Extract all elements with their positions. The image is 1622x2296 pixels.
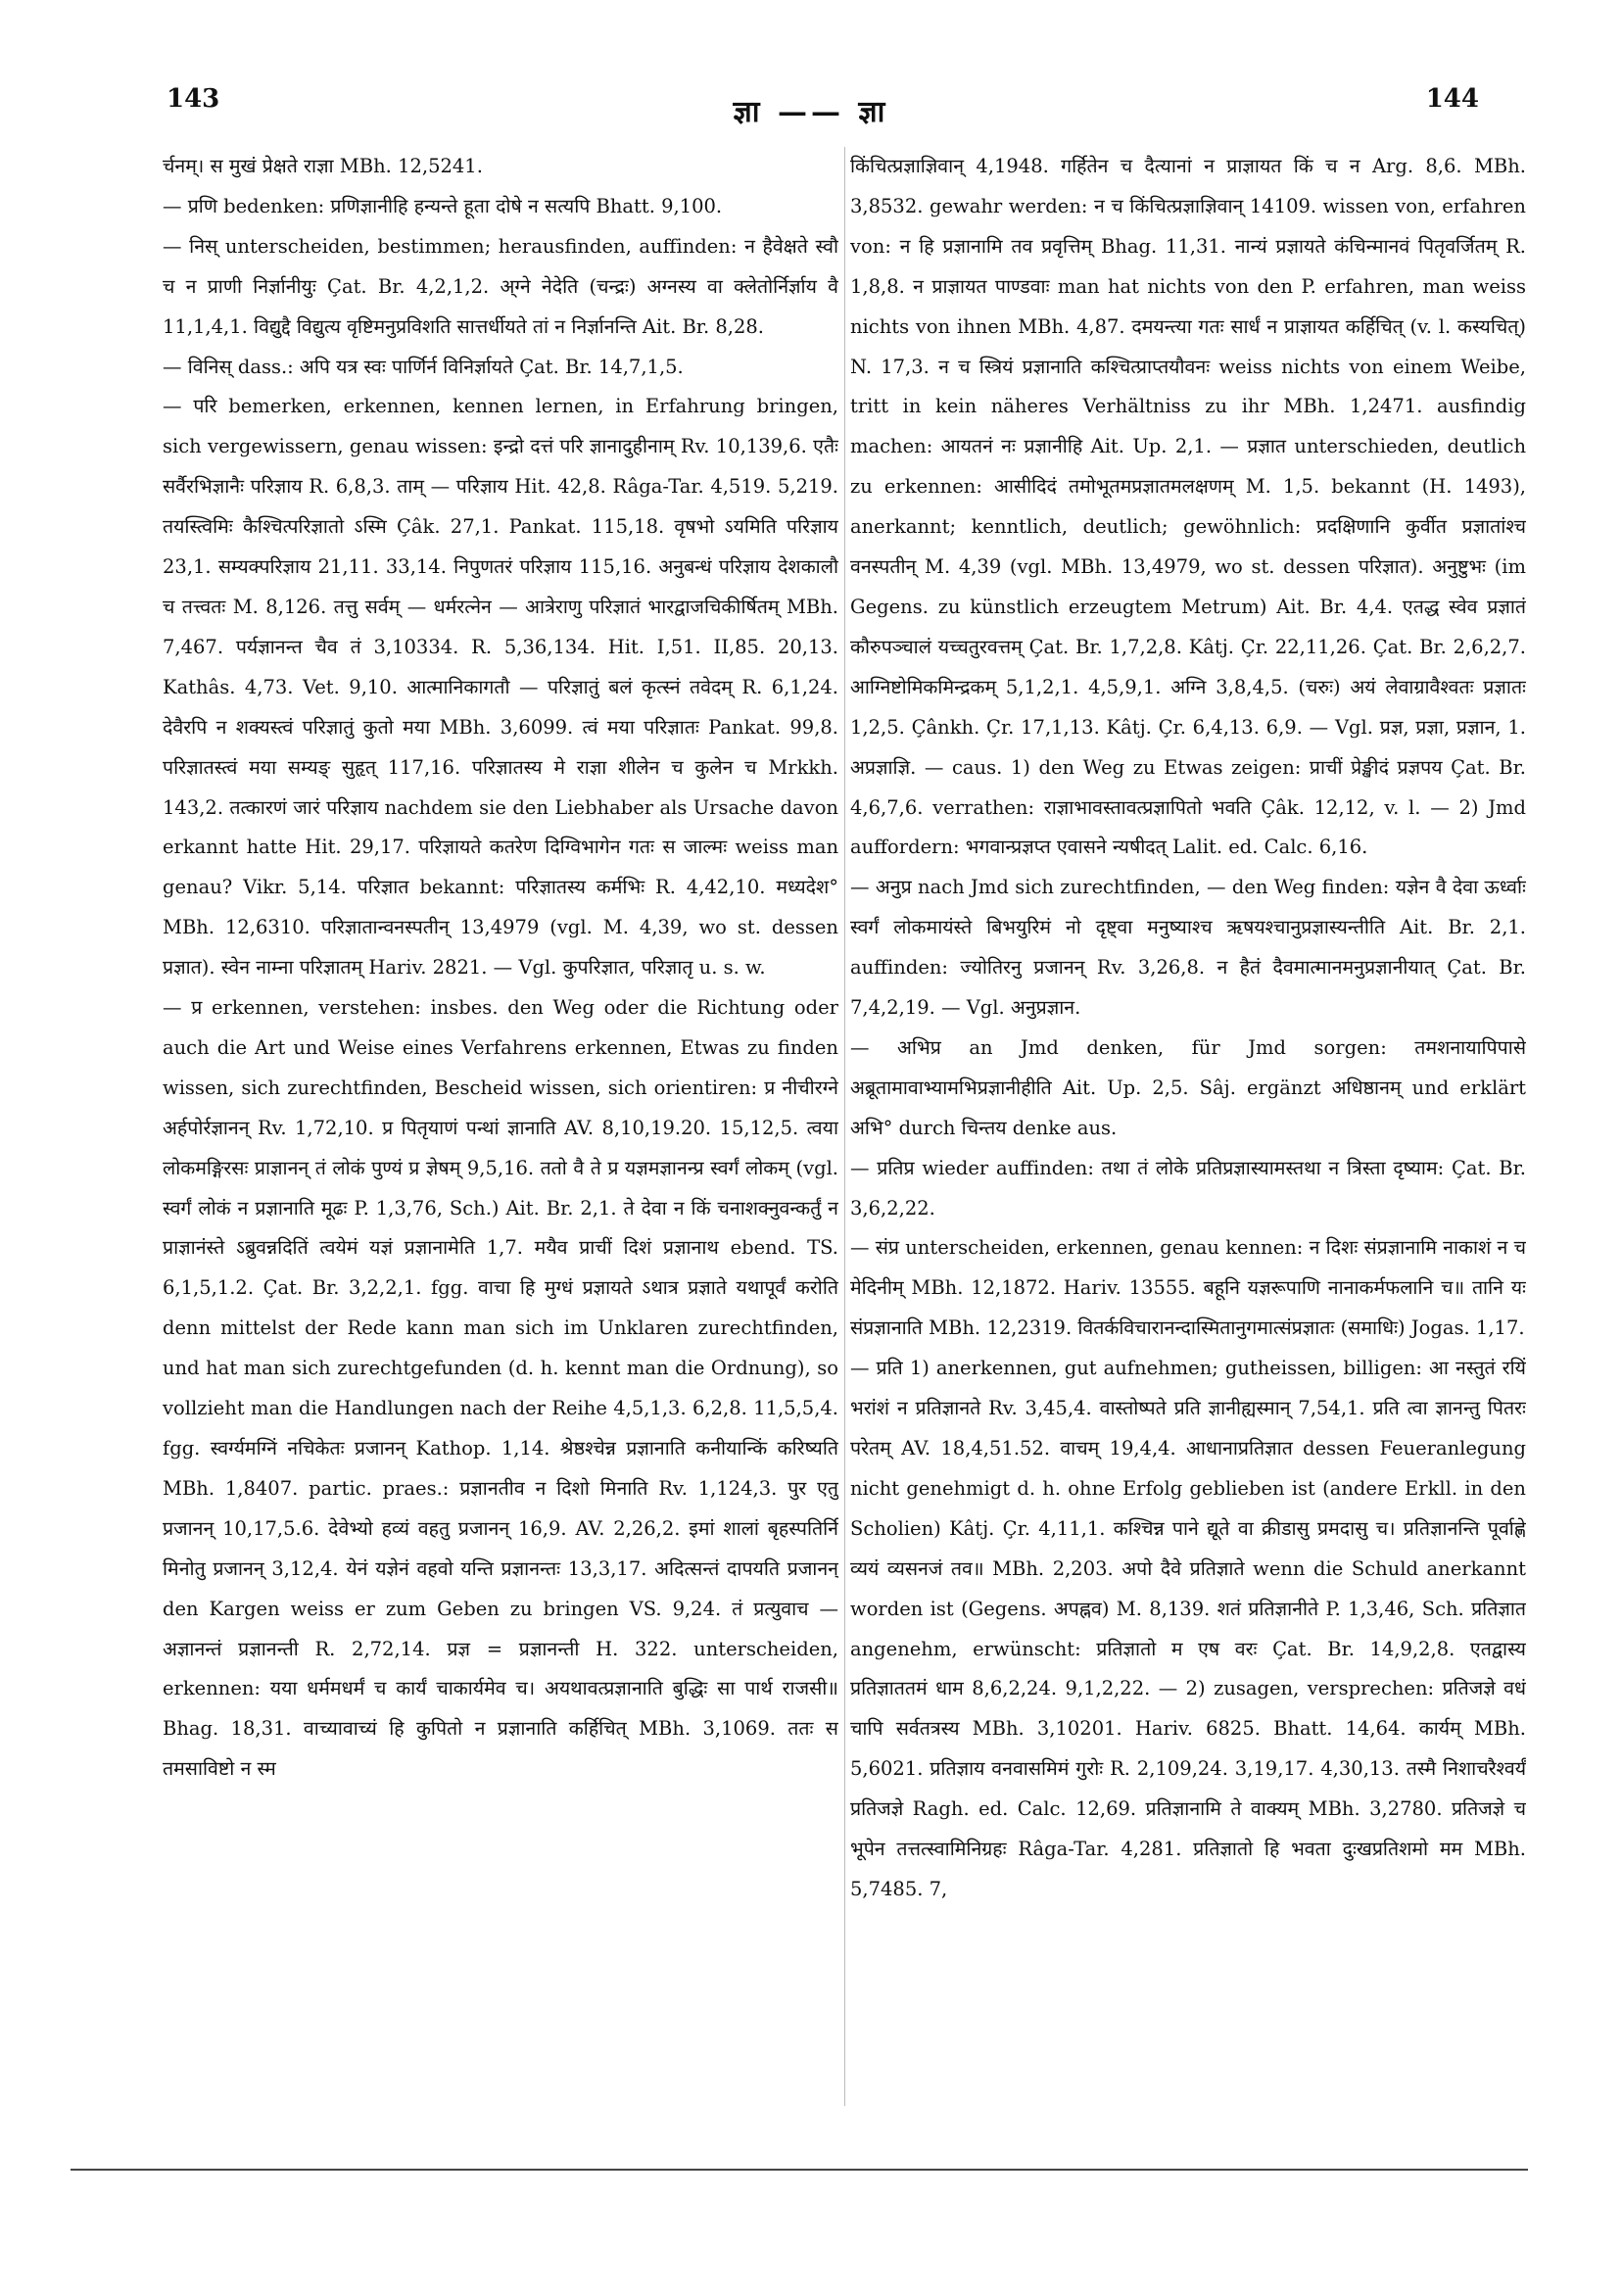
entry-paragraph: — परि bemerken, erkennen, kennen lernen, in Erfahrung bringen, sich vergewissern, genau wissen: इन्द्रो दत्तं परि ज्ञानादुहीनाम् Rv. 10,139,6. एतैः सर्वैरभिज्ञानैः परिज्ञाय R. 6,8,3. ताम् — परिज्ञाय Hit. 42,8. Râga-Tar. 4,519. 5,219. तयस्त्विमिः कैश्चित्परिज्ञातो ऽस्मि Çâk. 27,1. Pankat. 115,18. वृषभो ऽयमिति परिज्ञाय 23,1. सम्यक्परिज्ञाय 21,11. 33,14. निपुणतरं परिज्ञाय 115,16. अनुबन्धं परिज्ञाय देशकालौ च तत्त्वतः M. 8,126. तत्तु सर्वम् — धर्मरत्नेन — आत्रेराणु परिज्ञातं भारद्वाजचिकीर्षितम् MBh. 7,467. पर्यज्ञानन्त चैव तं 3,10334. R. 5,36,134. Hit. I,51. II,85. 20,13. Kathâs. 4,73. Vet. 9,10. आत्मानिकागतौ — परिज्ञातुं बलं कृत्स्नं तवेदम् R. 6,1,24. देवैरपि न शक्यस्त्वं परिज्ञातुं कुतो मया MBh. 3,6099. त्वं मया परिज्ञातः Pankat. 99,8. परिज्ञातस्त्वं मया सम्यङ् सुहृत् 117,16. परिज्ञातस्य मे राज्ञा शीलेन च कुलेन च Mrkkh. 143,2. तत्कारणं जारं परिज्ञाय nachdem sie den Liebhaber als Ursache davon erkannt hatte Hit. 29,17. परिज्ञायते कतरेण दिग्विभागेन गतः स जाल्मः weiss man genau? Vikr. 5,14. परिज्ञात bekannt: परिज्ञातस्य कर्मभिः R. 4,42,10. मध्यदेश° MBh. 12,6310. परिज्ञातान्वनस्पतीन् 13,4979 (vgl. M. 4,39, wo st. dessen प्रज्ञात). स्वेन नाम्ना परिज्ञातम् Hariv. 2821. — Vgl. कुपरिज्ञात, परिज्ञातृ u. s. w. bbox=[163, 395, 838, 980]
running-header: ज्ञा —— ज्ञा bbox=[733, 95, 889, 129]
entry-paragraph: — संप्र unterscheiden, erkennen, genau kennen: न दिशः संप्रज्ञानामि नाकाशं न च मेदिनीम् MBh. 12,1872. Hariv. 13555. बहूनि यज्ञरूपाणि नानाकर्मफलानि च॥ तानि यः संप्रज्ञानाति MBh. 12,2319. वितर्कविचारानन्दास्मितानुगमात्संप्रज्ञातः (समाधिः) Jogas. 1,17. bbox=[850, 1236, 1526, 1340]
entry-paragraph: — प्रणि bedenken: प्रणिज्ञानीहि हन्यन्ते हूता दोषे न सत्यपि Bhatt. 9,100. bbox=[163, 194, 723, 217]
entry-paragraph: किंचित्प्रज्ञाज्ञिवान् 4,1948. गर्हितेन च दैत्यानां न प्राज्ञायत किं च न Arg. 8,6. MBh. 3,8532. gewahr werden: न च किंचित्प्रज्ञाज्ञिवान् 14109. wissen von, erfahren von: न हि प्रज्ञानामि तव प्रवृत्तिम् Bhag. 11,31. नान्यं प्रज्ञायते कंचिन्मानवं पितृवर्जितम् R. 1,8,8. न प्राज्ञायत पाण्डवाः man hat nichts von den P. erfahren, man weiss nichts von ihnen MBh. 4,87. दमयन्त्या गतः सार्धं न प्राज्ञायत कर्हिचित् (v. l. कस्यचित्) N. 17,3. न च स्त्रियं प्रज्ञानाति कश्चित्प्राप्तयौवनः weiss nichts von einem Weibe, tritt in kein näheres Verhältniss zu ihr MBh. 1,2471. ausfindig machen: आयतनं नः प्रज्ञानीहि Ait. Up. 2,1. — प्रज्ञात unterschieden, deutlich zu erkennen: आसीदिदं तमोभूतमप्रज्ञातमलक्षणम् M. 1,5. bekannt (H. 1493), anerkannt; kenntlich, deutlich; gewöhnlich: प्रदक्षिणानि कुर्वीत प्रज्ञातांश्च वनस्पतीन् M. 4,39 (vgl. MBh. 13,4979, wo st. dessen परिज्ञात). अनुष्टुभः (im Gegens. zu künstlich erzeugtem Metrum) Ait. Br. 4,4. एतद्ध स्वेव प्रज्ञातं कौरुपञ्चालं यच्चतुरवत्तम् Çat. Br. 1,7,2,8. Kâtj. Çr. 22,11,26. Çat. Br. 2,6,2,7. आग्निष्टोमिकमिन्द्रकम् 5,1,2,1. 4,5,9,1. अग्नि 3,8,4,5. (चरुः) अयं लेवाग्रावैश्वतः प्रज्ञातः 1,2,5. Çânkh. Çr. 17,1,13. Kâtj. Çr. 6,4,13. 6,9. — Vgl. प्रज्ञ, प्रज्ञा, प्रज्ञान, 1. अप्रज्ञाज्ञि. — caus. 1) den Weg zu Etwas zeigen: प्राचीं प्रेङ्खीदं प्रज्ञपय Çat. Br. 4,6,7,6. verrathen: राज्ञाभावस्तावत्प्रज्ञापितो भवति Çâk. 12,12, v. l. — 2) Jmd auffordern: भगवान्प्रज्ञप्त एवासने न्यषीदत् Lalit. ed. Calc. 6,16. bbox=[850, 155, 1526, 859]
page-number-right: 144 bbox=[1425, 84, 1479, 114]
entry-paragraph: — विनिस् dass.: अपि यत्र स्वः पार्णिर्न विनिर्ज्ञायते Çat. Br. 14,7,1,5. bbox=[163, 355, 684, 378]
right-column bbox=[850, 147, 1526, 2106]
bottom-rule bbox=[71, 2169, 1528, 2171]
entry-paragraph: — अनुप्र nach Jmd sich zurechtfinden, — den Weg finden: यज्ञेन वै देवा ऊर्ध्वाः स्वर्गं लोकमायंस्ते बिभयुरिमं नो दृष्ट्वा मनुष्याश्च ऋषयश्चानुप्रज्ञास्यन्तीति Ait. Br. 2,1. auffinden: ज्योतिरनु प्रजानन् Rv. 3,26,8. न हैतं दैवमात्मानमनुप्रज्ञानीयात् Çat. Br. 7,4,2,19. — Vgl. अनुप्रज्ञान. bbox=[850, 876, 1526, 1020]
column-divider bbox=[844, 147, 845, 2106]
entry-paragraph: — अभिप्र an Jmd denken, für Jmd sorgen: तमशनायापिपासे अब्रूतामावाभ्यामभिप्रज्ञानीहीति Ait. Up. 2,5. Sâj. ergänzt अधिष्ठानम् und erklärt अभि° durch चिन्तय denke aus. bbox=[850, 1035, 1526, 1139]
page-number-left: 143 bbox=[167, 84, 220, 114]
left-column bbox=[163, 147, 838, 2106]
entry-paragraph: — प्र erkennen, verstehen: insbes. den Weg oder die Richtung oder auch die Art und Weise eines Verfahrens erkennen, Etwas zu finden wissen, sich zurechtfinden, Bescheid wissen, sich orientiren: प्र नीचीरग्ने अर्हपोर्रज्ञानन् Rv. 1,72,10. प्र पितृयाणं पन्थां ज्ञानाति AV. 8,10,19.20. 15,12,5. त्वया लोकमङ्गिरसः प्राज्ञानन् तं लोकं पुण्यं प्र ज्ञेषम् 9,5,16. ततो वै ते प्र यज्ञमज्ञानन्प्र स्वर्गं लोकम् (vgl. स्वर्गं लोकं न प्रज्ञानाति मूढः P. 1,3,76, Sch.) Ait. Br. 2,1. ते देवा न किं चनाशक्नुवन्कर्तुं न प्राज्ञानंस्ते ऽब्रुवन्नदितिं त्वयेमं यज्ञं प्रज्ञानामेति 1,7. मयैव प्राचीं दिशं प्रज्ञानाथ ebend. TS. 6,1,5,1.2. Çat. Br. 3,2,2,1. fgg. वाचा हि मुग्धं प्रज्ञायते ऽथात्र प्रज्ञाते यथापूर्वं करोति denn mittelst der Rede kann man sich im Unklaren zurechtfinden, und hat man sich zurechtgefunden (d. h. kennt man die Ordnung), so vollzieht man die Handlungen nach der Reihe 4,5,1,3. 6,2,8. 11,5,5,4. fgg. स्वर्ग्यमग्निं नचिकेतः प्रजानन् Kathop. 1,14. श्रेष्ठश्चेन्न प्रज्ञानाति कनीयान्किं करिष्यति MBh. 1,8407. partic. praes.: प्रज्ञानतीव न दिशो मिनाति Rv. 1,124,3. पुर एतु प्रजानन् 10,17,5.6. देवेभ्यो हव्यं वहतु प्रजानन् 16,9. AV. 2,26,2. इमां शालां बृहस्पतिर्नि मिनोतु प्रजानन् 3,12,4. येनं यज्ञेनं वहवो यन्ति प्रज्ञानन्तः 13,3,17. अदित्सन्तं दापयति प्रजानन् den Kargen weiss er zum Geben zu bringen VS. 9,24. तं प्रत्युवाच — अज्ञानन्तं प्रज्ञानन्ती R. 2,72,14. प्रज्ञ = प्रज्ञानन्ती H. 322. unterscheiden, erkennen: यया धर्ममधर्मं च कार्यं चाकार्यमेव च। अयथावत्प्रज्ञानाति बुद्धिः सा पार्थ राजसी॥ Bhag. 18,31. वाच्यावाच्यं हि कुपितो न प्रज्ञानाति कर्हिचित् MBh. 3,1069. ततः स तमसाविष्टो न स्म bbox=[163, 996, 838, 1781]
entry-paragraph: — प्रति 1) anerkennen, gut aufnehmen; gutheissen, billigen: आ नस्तुतं रयिं भरांशं न प्रतिज्ञानते Rv. 3,45,4. वास्तोष्पते प्रति ज्ञानीह्यस्मान् 7,54,1. प्रति त्वा ज्ञानन्तु पितरः परेतम् AV. 18,4,51.52. वाचम् 19,4,4. आधानाप्रतिज्ञात dessen Feueranlegung nicht genehmigt d. h. ohne Erfolg geblieben ist (andere Erkll. in den Scholien) Kâtj. Çr. 4,11,1. कश्चिन्न पाने द्यूते वा क्रीडासु प्रमदासु च। प्रतिज्ञानन्ति पूर्वाह्णे व्ययं व्यसनजं तव॥ MBh. 2,203. अपो दैवे प्रतिज्ञाते wenn die Schuld anerkannt worden ist (Gegens. अपह्नव) M. 8,139. शतं प्रतिज्ञानीते P. 1,3,46, Sch. प्रतिज्ञात angenehm, erwünscht: प्रतिज्ञातो म एष वरः Çat. Br. 14,9,2,8. एतद्वास्य प्रतिज्ञाततमं धाम 8,6,2,24. 9,1,2,22. — 2) zusagen, versprechen: प्रतिजज्ञे वधं चापि सर्वतत्रस्य MBh. 3,10201. Hariv. 6825. Bhatt. 14,64. कार्यम् MBh. 5,6021. प्रतिज्ञाय वनवासमिमं गुरोः R. 2,109,24. 3,19,17. 4,30,13. तस्मै निशाचरैश्वर्यं प्रतिजज्ञे Ragh. ed. Calc. 12,69. प्रतिज्ञानामि ते वाक्यम् MBh. 3,2780. प्रतिजज्ञे च भूपेन तत्तत्स्वामिनिग्रहः Râga-Tar. 4,281. प्रतिज्ञातो हि भवता दुःखप्रतिशमो मम MBh. 5,7485. 7, bbox=[850, 1357, 1526, 1900]
entry-paragraph: — निस् unterscheiden, bestimmen; herausfinden, auffinden: न हैवेक्षते स्वौ च न प्राणी निर्ज्ञानीयुः Çat. Br. 4,2,1,2. अ्ग्ने नेदेति (चन्द्रः) अग्नस्य वा क्लेतोर्निर्ज्ञाय वै 11,1,4,1. विद्युद्दै विद्युत्य वृष्टिमनुप्रविशति सात्तर्धीयते तां न निर्ज्ञानन्ति Ait. Br. 8,28. bbox=[163, 234, 838, 338]
entry-paragraph: र्चनम्। स मुखं प्रेक्षते राज्ञा MBh. 12,5241. bbox=[163, 155, 483, 177]
entry-paragraph: — प्रतिप्र wieder auffinden: तथा तं लोके प्रतिप्रज्ञास्यामस्तथा न त्रिस्ता दृष्याम: Çat. Br. 3,6,2,22. bbox=[850, 1156, 1526, 1220]
